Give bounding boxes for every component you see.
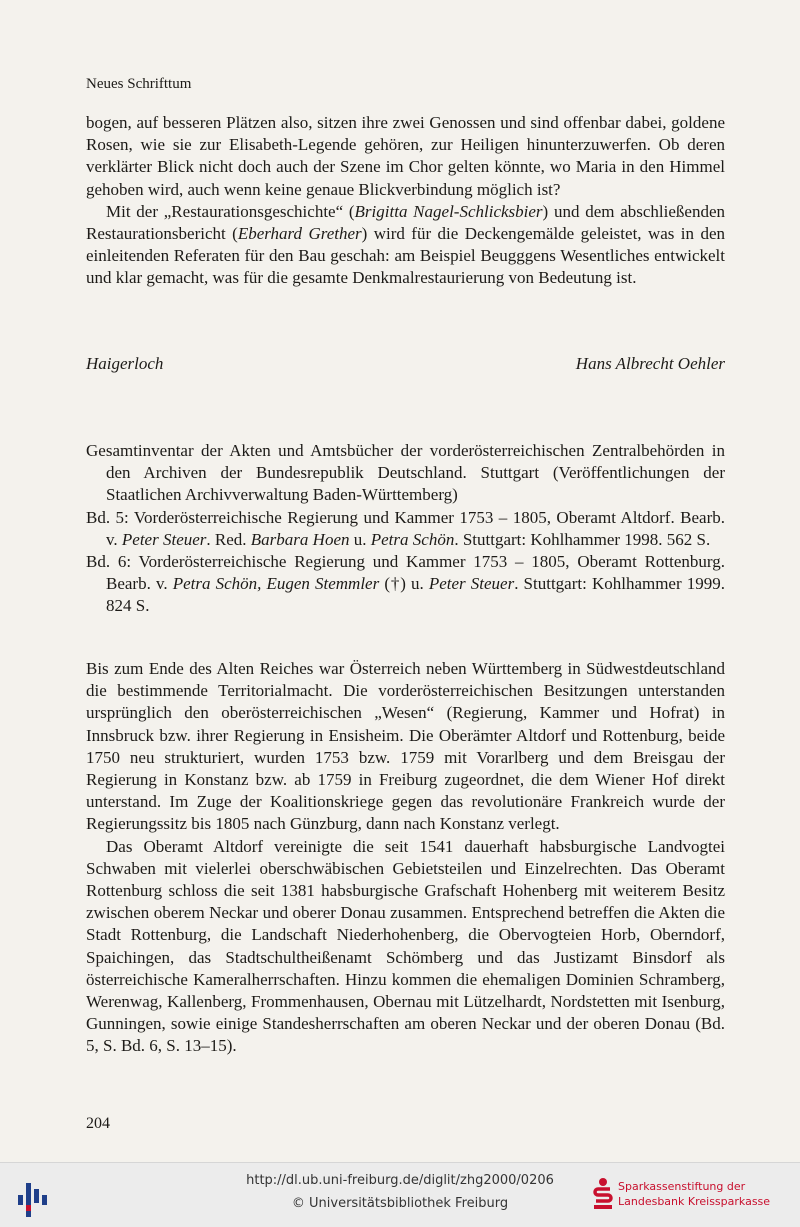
author-name: Brigitta Nagel-Schlicksbier <box>354 201 543 221</box>
author-name: Eberhard Grether <box>237 224 362 244</box>
review-body <box>86 658 725 1058</box>
document-url-link[interactable]: http://dl.ub.uni-freiburg.de/diglit/zhg2000/0206 <box>246 1173 554 1188</box>
sponsor-name-line2: Landesbank Kreissparkasse <box>618 1195 771 1208</box>
page-number: 204 <box>86 1115 110 1132</box>
signature-place: Haigerloch <box>86 354 164 373</box>
signature-reviewer: Hans Albrecht Oehler <box>575 354 725 373</box>
review-signature <box>86 354 725 374</box>
paragraph: bogen, auf besseren Plätzen also, sitzen ihre zwei Genossen und sind offenbar dabei, goldene Rosen, wie sie zur Elisabeth-Legende gehören, zur Heiligen hinunterzuwerfen. Ob deren verklärter Blick nicht doch auch der Szene im Chor gelten könnte, wo Maria in den Himmel gehoben wird, auch wenn keine genaue Blickverbindung möglich ist? <box>86 113 725 199</box>
sponsor-name-line1: Sparkassenstiftung der <box>618 1180 746 1193</box>
paragraph: Bis zum Ende des Alten Reiches war Österreich neben Württemberg in Südwestdeutschland die bestimmende Territorialmacht. Die vorderösterreichischen Besitzungen unterstanden ursprünglich den oberösterreichischen „Wesen“ (Regierung, Kammer und Hofrat) in Innsbruck bzw. ihrer Regierung in Ensisheim. Die Oberämter Altdorf und Rottenburg, beide 1750 neu strukturiert, wurden 1753 bzw. 1759 mit Vorarlberg und dem Breisgau der Regierung in Konstanz bzw. ab 1759 in Freiburg zugeordnet, die dem Wiener Hof direkt unterstand. Im Zuge der Koalitionskriege gegen das revolutionäre Frankreich wurde der Regierungssitz bis 1805 nach Günzburg, dann nach Konstanz verlegt. <box>86 659 725 834</box>
bibliography-volume: Bd. 6: Vorderösterreichische Regierung und Kammer 1753 – 1805, Oberamt Rottenburg. Bearb. v. Petra Schön, Eugen Stemmler (†) u. Peter Steuer. Stuttgart: Kohlhammer 1999. 824 S. <box>86 552 725 616</box>
bibliography-volume: Bd. 5: Vorderösterreichische Regierung und Kammer 1753 – 1805, Oberamt Altdorf. Bearb. v. Peter Steuer. Red. Barbara Hoen u. Petra Schön. Stuttgart: Kohlhammer 1998. 562 S. <box>86 507 725 549</box>
review-continuation <box>86 112 725 290</box>
running-head: Neues Schrifttum <box>86 76 192 92</box>
bibliographic-entry <box>86 440 725 618</box>
viewer-footer <box>0 1162 800 1227</box>
paragraph: Das Oberamt Altdorf vereinigte die seit 1541 dauerhaft habsburgische Landvogtei Schwaben mit vielerlei oberschwäbischen Gebietsteilen und Einzelrechten. Das Oberamt Rottenburg schloss die seit 1381 habsburgische Grafschaft Hohenberg mit weiterem Besitz zwischen oberem Neckar und oberer Donau zusammen. Entsprechend betreffen die Akten die Stadt Rottenburg, die Landschaft Niederhohenberg, die Obervogteien Horb, Oberndorf, Spaichingen, das Stadtschultheißenamt Schömberg und das Justizamt Binsdorf als österreichische Kameralherrschaften. Hinzu kommen die ehemaligen Dominien Schramberg, Werenwag, Kallenberg, Frommenhausen, Obernau mit Lützelhardt, Nordstetten mit Isenburg, Gunningen, sowie einige Standesherrschaften am oberen Neckar und der oberen Donau (Bd. 5, S. Bd. 6, S. 13–15). <box>86 836 725 1056</box>
copyright-notice: © Universitätsbibliothek Freiburg <box>291 1196 509 1211</box>
paragraph: Mit der „Restaurationsgeschichte“ (Brigitta Nagel-Schlicksbier) und dem abschließenden Restaurationsbericht (Eberhard Grether) wird für die Deckengemälde geleistet, was in den einleitenden Referaten für den Bau geschah: am Beispiel Beugggens Wesentliches entwickelt und klar gemacht, was für die gesamte Denkmalrestaurierung von Bedeutung ist. <box>86 201 726 288</box>
sparkasse-s-icon <box>592 1177 614 1211</box>
bibliography-title: Gesamtinventar der Akten und Amtsbücher der vorderösterreichischen Zentralbehörden in den Archiven der Bundesrepublik Deutschland. Stuttgart (Veröffentlichungen der Staatlichen Archivverwaltung Baden-Württemberg) <box>86 441 725 505</box>
sponsor-logo[interactable] <box>592 1175 792 1219</box>
